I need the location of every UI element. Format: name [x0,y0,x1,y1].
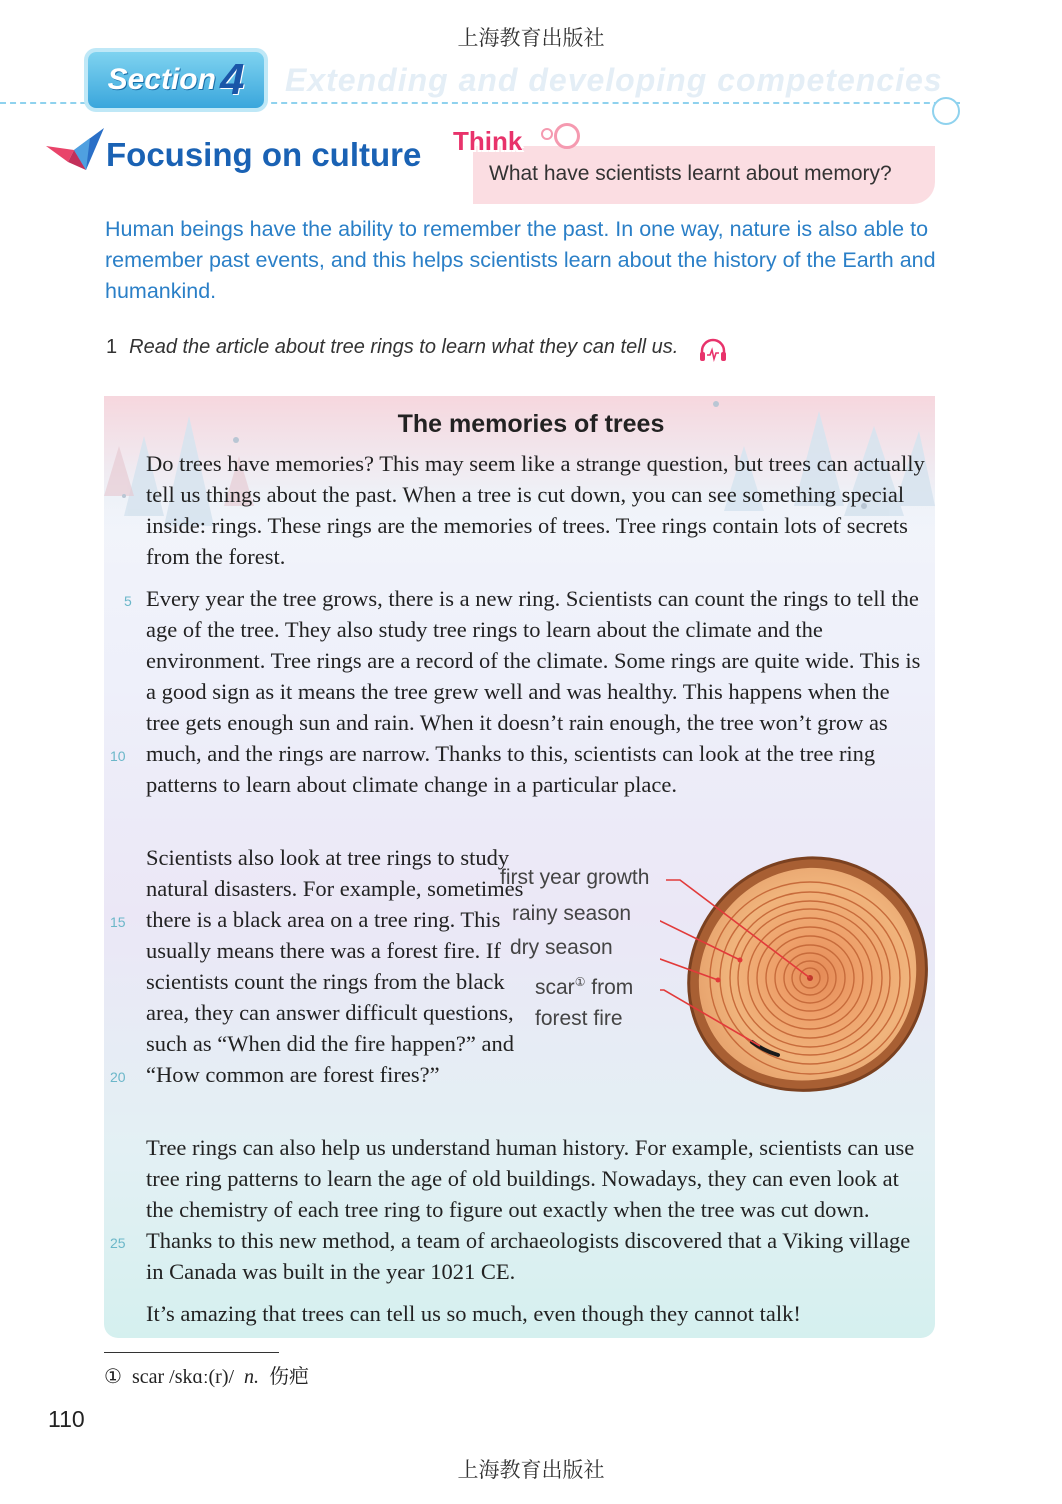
line-number: 20 [110,1069,126,1085]
label-dry-season: dry season [510,936,613,959]
label-scar: scar① from [535,975,634,999]
label-first-year-growth: first year growth [500,866,650,889]
line-number: 10 [110,748,126,764]
instruction-number: 1 [106,336,118,358]
section-badge [88,52,264,108]
think-bubble-large [554,123,580,149]
section-word: Section [107,63,216,96]
article-paragraph-4: Tree rings can also help us understand human history. For example, scientists can use tree ring patterns to learn the age of old buildings. Nowadays, they can even look at the chemistry of each tree ring to figure out exactly when the tree was cut down. Thanks to this new method, a team of archaeologists discovered that a Viking village in Canada was built in the year 1021 CE. [146,1135,915,1284]
line-number: 15 [110,914,126,930]
publisher-footer: 上海教育出版社 [457,1458,605,1482]
footnote-rule [104,1352,279,1353]
label-forest-fire: forest fire [535,1007,623,1030]
intro-paragraph: Human beings have the ability to remember the past. In one way, nature is also able to remember past events, and this helps scientists learn about the history of the Earth and humankind. [105,217,936,303]
article-paragraph-3: Scientists also look at tree rings to study natural disasters. For example, sometimes there is a black area on a tree ring. This usually means there was a forest fire. If scientists count the rings from the black area, they can answer difficult questions, such as “When did the fire happen?” and “How common are forest fires?” [146,845,524,1087]
instruction-text: Read the article about tree rings to learn what they can tell us. [129,336,679,358]
article-title: The memories of trees [397,410,665,438]
instruction [106,336,678,359]
publisher-header: 上海教育出版社 [457,26,605,50]
think-question: What have scientists learnt about memory? [489,162,892,185]
paper-crane-icon [46,128,108,170]
divider-end-circle [932,97,960,125]
section-title: Extending and developing competencies [285,62,943,98]
article-paragraph-2: Every year the tree grows, there is a new ring. Scientists can count the rings to tell the age of the tree. They also study tree rings to learn about the climate and the environment. Tree rings are a record of the climate. Some rings are quite wide. This is a good sign as it means the tree grew well and was healthy. This happens when the tree gets enough sun and rain. When it doesn’t rain enough, the tree won’t grow as much, and the rings are narrow. Thanks to this, scientists can look at the tree ring patterns to learn about climate change in a particular place. [146,586,921,797]
focus-title: Focusing on culture [106,136,422,173]
article-paragraph-1: Do trees have memories? This may seem like a strange question, but trees can actually tell us things about the past. When a tree is cut down, you can see something special inside: rings. These rings are the memories of trees. Tree rings contain lots of secrets from the forest. [146,451,925,569]
section-number: 4 [219,55,245,104]
think-bubble-small [541,128,553,140]
label-rainy-season: rainy season [512,902,632,925]
page-number: 110 [48,1406,85,1432]
article-paragraph-5: It’s amazing that trees can tell us so much, even though they cannot talk! [146,1301,801,1326]
think-label: Think [453,126,523,156]
headphones-icon[interactable] [698,337,728,363]
line-number: 25 [110,1235,126,1251]
tree-ring-diagram [660,850,935,1100]
footnote: ① scar /skɑː(r)/ n. 伤疤 [104,1364,310,1388]
line-number: 5 [124,593,132,609]
